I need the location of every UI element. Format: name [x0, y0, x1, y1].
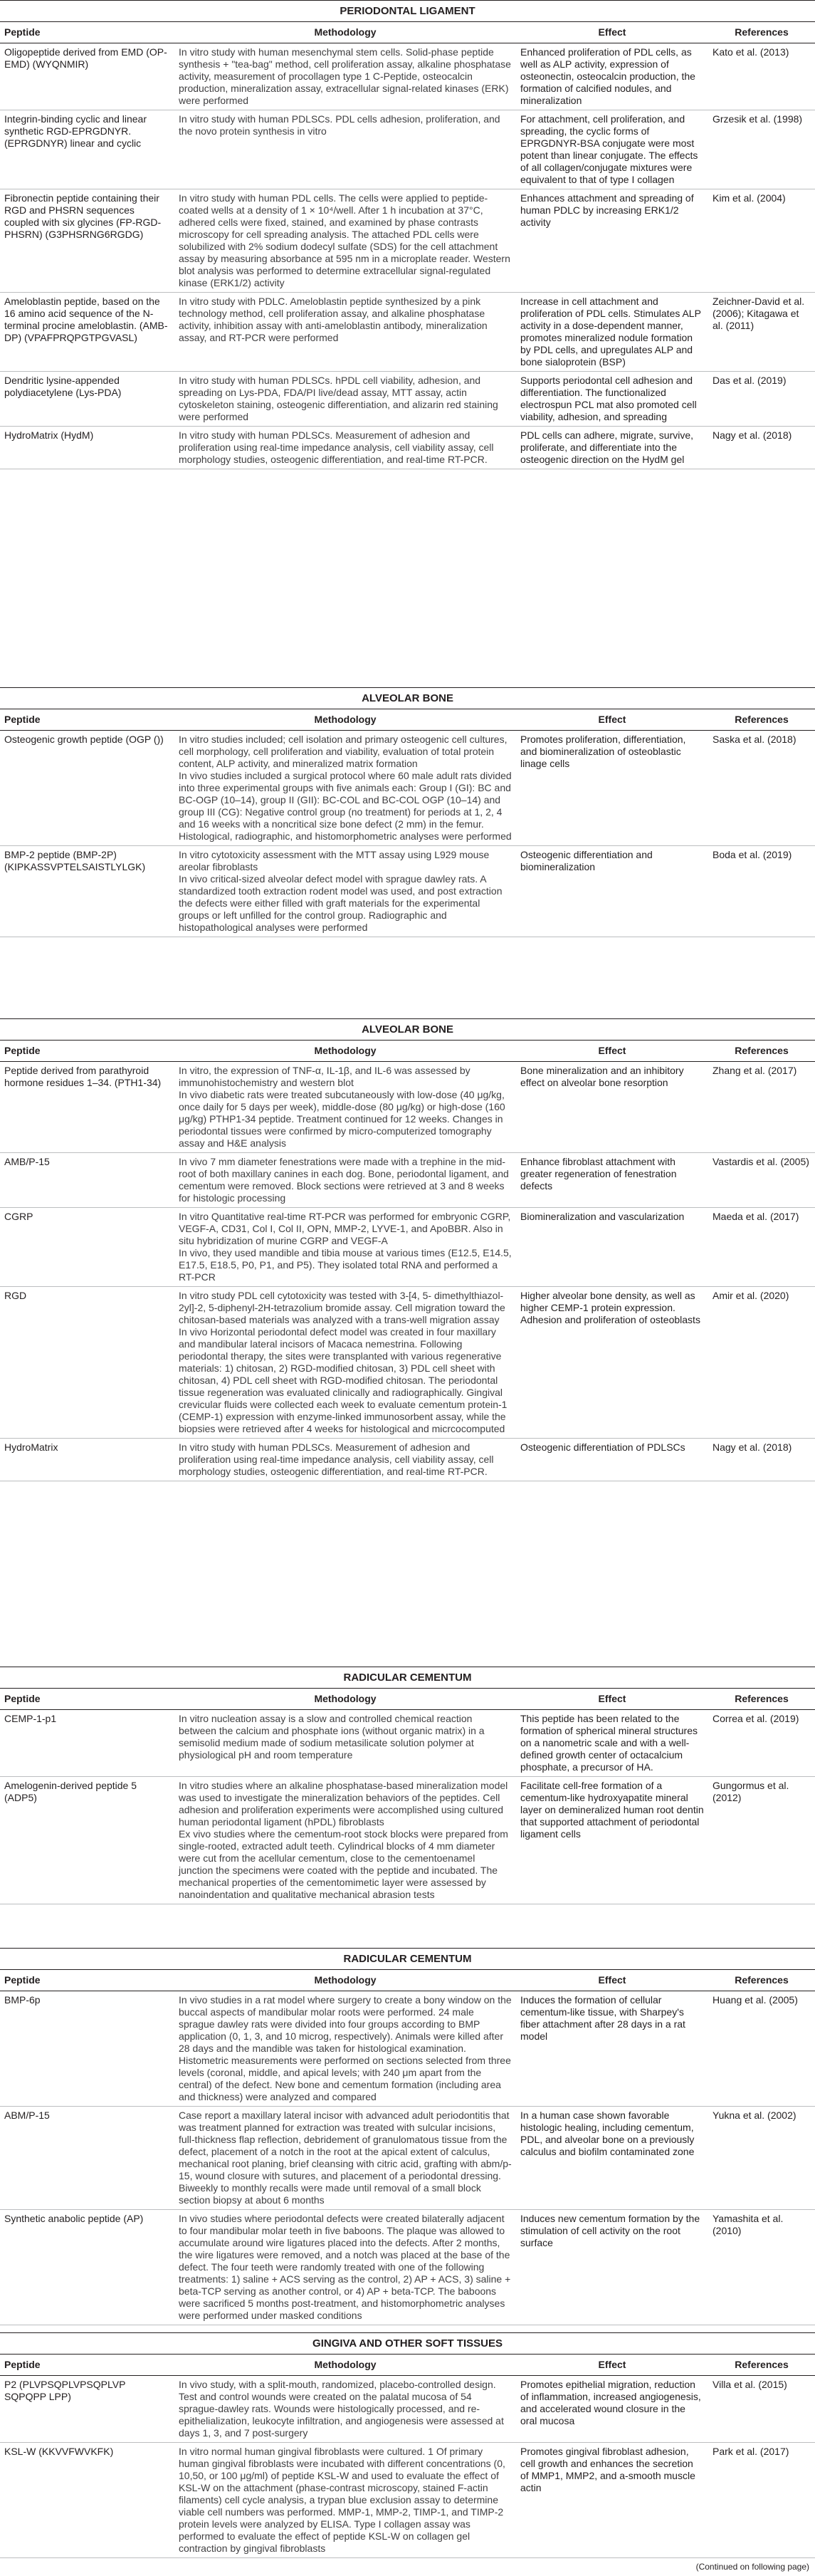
cell-reference: Nagy et al. (2018) [708, 427, 815, 469]
cell-methodology: In vivo studies where periodontal defects were created bilaterally adjacent to four mandibular molar teeth in five baboons. The plaque was allowed to accumulate around wire ligatures placed into the defects. After 2 months, the wire ligatures were removed, and a notch was placed at the base of the defect. The four teeth were randomly treated with one of the following treatments: 1) saline + ACS serving as the control, 2) AP + ACS, 3) saline + beta-TCP serving as another control, or 4) AP + beta-TCP. The baboons were sacrificed 5 months post-treatment, and histomorphometric analyses were performed under masked conditions [174, 2210, 516, 2325]
cell-reference: Correa et al. (2019) [708, 1710, 815, 1777]
table-row [0, 731, 815, 846]
section-title: ALVEOLAR BONE [0, 1019, 815, 1041]
header-peptide: Peptide [0, 2355, 174, 2376]
header-methodology: Methodology [174, 22, 516, 43]
cell-effect: Promotes gingival fibroblast adhesion, cell growth and enhances the secretion of MMP1, MMP2, and a-smooth muscle actin [516, 2443, 708, 2558]
cell-reference: Saska et al. (2018) [708, 731, 815, 846]
cell-peptide: HydroMatrix [0, 1439, 174, 1481]
table-gingiva-soft-tissues [0, 2332, 815, 2576]
cell-reference: Villa et al. (2015) [708, 2376, 815, 2443]
cell-methodology: In vitro cytotoxicity assessment with the MTT assay using L929 mouse areolar fibroblasts In vivo critical-sized alveolar defect model with sprague dawley rats. A standardized tooth extraction rodent model was used, and post extraction the defects were either filled with graft materials for the experimental groups or left unfilled for the control group. Radiographic and histopathological analyses were performed [174, 846, 516, 937]
table-row [0, 2376, 815, 2443]
cell-peptide: CGRP [0, 1208, 174, 1287]
table-row [0, 1208, 815, 1287]
cell-effect: Facilitate cell-free formation of a cementum-like hydroxyapatite mineral layer on demineralized human root dentin that supported attachment of periodontal ligament cells [516, 1777, 708, 1904]
cell-methodology: In vitro studies included; cell isolation and primary osteogenic cell cultures, cell morphology, cell proliferation and viability, evaluation of total protein content, ALP activity, and mineralized matrix formation In vivo studies included a surgical protocol where 60 male adult rats divided into three experimental groups with five animals each: Group I (GI): BC and BC-OGP (10–14), group II (GII): BC-COL and BC-COL OGP (10–14) and group III (CG): Negative control group (no treatment) for periods at 1, 2, 4 and 16 weeks with a noncritical size bone defect (2 mm) in the femur. Histological, radiographic, and histomorphometric analyses were performed [174, 731, 516, 846]
table-row [0, 1710, 815, 1777]
table-row [0, 43, 815, 110]
section-alveolar-bone-1 [0, 687, 815, 1018]
table-row [0, 1777, 815, 1904]
header-peptide: Peptide [0, 22, 174, 43]
cell-effect: Enhances attachment and spreading of human PDLC by increasing ERK1/2 activity [516, 189, 708, 293]
cell-effect: Promotes proliferation, differentiation, and biomineralization of osteoblastic linage cells [516, 731, 708, 846]
header-methodology: Methodology [174, 1970, 516, 1991]
cell-effect: Increase in cell attachment and proliferation of PDL cells. Stimulates ALP activity in a dose-dependent manner, promotes mineralized nodule formation by PDL cells, and upregulates ALP and bone sialoprotein (BSP) [516, 293, 708, 372]
header-peptide: Peptide [0, 1689, 174, 1710]
table-row [0, 1062, 815, 1153]
cell-effect: Osteogenic differentiation and biomineralization [516, 846, 708, 937]
cell-reference: Yukna et al. (2002) [708, 2107, 815, 2210]
header-methodology: Methodology [174, 1041, 516, 1062]
cell-reference: Maeda et al. (2017) [708, 1208, 815, 1287]
table-row [0, 1153, 815, 1208]
cell-methodology: In vitro nucleation assay is a slow and controlled chemical reaction between the calcium and phosphate ions (without organic matrix) in a semisolid medium made of sodium metasilicate solution polymer at physiological pH and room temperature [174, 1710, 516, 1777]
table-row [0, 2210, 815, 2325]
table-radicular-cementum-2 [0, 1948, 815, 2325]
cell-effect: Biomineralization and vascularization [516, 1208, 708, 1287]
cell-methodology: In vitro normal human gingival fibroblasts were cultured. 1 Of primary human gingival fibroblasts were incubated with different concentrations (0, 10,50, or 100 μg/ml) of peptide KSL-W and used to evaluate the effect of KSL-W on the attachment (phase-contrast microscopy, stained F-actin filaments) cell cycle analysis, a trypan blue exclusion assay to determine viable cell numbers was performed. MMP-1, MMP-2, TIMP-1, and TIMP-2 protein levels were analyzed by ELISA. Type I collagen assay was performed to evaluate the effect of peptide KSL-W on collagen gel contraction by gingival fibroblasts [174, 2443, 516, 2558]
cell-reference: Gungormus et al. (2012) [708, 1777, 815, 1904]
cell-effect: For attachment, cell proliferation, and spreading, the cyclic forms of EPRGDNYR-BSA conjugate were most potent than linear conjugate. The effects of all collagen/conjugate mixtures were equivalent to that of type I collagen [516, 110, 708, 189]
table-row [0, 2107, 815, 2210]
cell-effect: Enhanced proliferation of PDL cells, as well as ALP activity, expression of osteonectin, osteocalcin production, the formation of calcified nodules, and mineralization [516, 43, 708, 110]
header-methodology: Methodology [174, 709, 516, 731]
cell-peptide: Amelogenin-derived peptide 5 (ADP5) [0, 1777, 174, 1904]
cell-reference: Kato et al. (2013) [708, 43, 815, 110]
cell-effect: Promotes epithelial migration, reduction of inflammation, increased angiogenesis, and accelerated wound closure in the oral mucosa [516, 2376, 708, 2443]
section-periodontal-ligament [0, 0, 815, 687]
table-row [0, 1287, 815, 1439]
cell-methodology: In vivo study, with a split-mouth, randomized, placebo-controlled design. Test and control wounds were created on the palatal mucosa of 54 sprague-dawley rats. Wounds were histologically processed, and re-epithelialization, leukocyte infiltration, and angiogenesis were assessed at days 1, 3, and 7 post-surgery [174, 2376, 516, 2443]
cell-methodology: In vitro study with human PDLSCs. hPDL cell viability, adhesion, and spreading on Lys-PDA, FDA/PI live/dead assay, MTT assay, actin cytoskeleton staining, osteogenic differentiation, and alizarin red staining were performed [174, 372, 516, 427]
cell-methodology: In vitro, the expression of TNF-α, IL-1β, and IL-6 was assessed by immunohistochemistry and western blot In vivo diabetic rats were treated subcutaneously with low-dose (40 μg/kg, once daily for 5 days per week), middle-dose (80 μg/kg) or high-dose (160 μg/kg) PTHP1-34 peptide. Treatment continued for 12 weeks. Changes in periodontal tissues were confirmed by micro-computerized tomography assay and H&E analysis [174, 1062, 516, 1153]
cell-effect: Induces new cementum formation by the stimulation of cell activity on the root surface [516, 2210, 708, 2325]
cell-peptide: Ameloblastin peptide, based on the 16 amino acid sequence of the N-terminal procine ameloblastin. (AMB-DP) (VPAFPRQPGTPGVASL) [0, 293, 174, 372]
cell-peptide: Integrin-binding cyclic and linear synthetic RGD-EPRGDNYR. (EPRGDNYR) linear and cyclic [0, 110, 174, 189]
cell-methodology: In vitro studies where an alkaline phosphatase-based mineralization model was used to investigate the mineralization behaviors of the peptides. Cell adhesion and proliferation experiments were accomplished using cultured human periodontal ligament (hPDL) fibroblasts Ex vivo studies where the cementum-root stock blocks were prepared from single-rooted, extracted adult teeth. Cylindrical blocks of 4 mm diameter were cut from the acellular cementum, close to the cementoenamel junction the specimens were coated with the peptide and incubated. The mechanical properties of the cementomimetic layer were assessed by nanoindentation and qualitative mechanical abrasion tests [174, 1777, 516, 1904]
cell-peptide: RGD [0, 1287, 174, 1439]
cell-reference: Zhang et al. (2017) [708, 1062, 815, 1153]
cell-peptide: Synthetic anabolic peptide (AP) [0, 2210, 174, 2325]
cell-effect: In a human case shown favorable histologic healing, including cementum, PDL, and alveolar bone on a previously calculus and biofilm contaminated zone [516, 2107, 708, 2210]
cell-reference: Zeichner-David et al. (2006); Kitagawa et al. (2011) [708, 293, 815, 372]
header-references: References [708, 2355, 815, 2376]
cell-methodology: In vivo 7 mm diameter fenestrations were made with a trephine in the mid-root of both maxillary canines in each dog. Bone, periodontal ligament, and cementum were removed. Block sections were retrieved at 3 and 8 weeks for histologic processing [174, 1153, 516, 1208]
cell-methodology: In vitro study with PDLC. Ameloblastin peptide synthesized by a pink technology method, cell proliferation assay, and alkaline phosphatase activity, inhibition assay with anti-ameloblastin antibody, mineralization assay, and RT-PCR were performed [174, 293, 516, 372]
cell-reference: Park et al. (2017) [708, 2443, 815, 2558]
header-references: References [708, 1689, 815, 1710]
table-row [0, 1991, 815, 2107]
table-row [0, 1439, 815, 1481]
header-effect: Effect [516, 709, 708, 731]
cell-reference: Nagy et al. (2018) [708, 1439, 815, 1481]
section-alveolar-bone-2 [0, 1018, 815, 1667]
header-references: References [708, 1041, 815, 1062]
cell-methodology: In vitro study with human PDLSCs. Measurement of adhesion and proliferation using real-time impedance analysis, cell viability assay, cell morphology studies, osteogenic differentiation, and real-time RT-PCR. [174, 427, 516, 469]
section-title: PERIODONTAL LIGAMENT [0, 1, 815, 22]
header-effect: Effect [516, 22, 708, 43]
cell-methodology: In vitro study with human mesenchymal stem cells. Solid-phase peptide synthesis + "tea-bag" method, cell proliferation assay, alkaline phosphatase activity, measurement of procollagen type 1 C-Peptide, osteocalcin production, mineralization assay, extracellular signal-related kinases (ERK) were performed [174, 43, 516, 110]
cell-peptide: P2 (PLVPSQPLVPSQPLVP SQPQPP LPP) [0, 2376, 174, 2443]
cell-peptide: Dendritic lysine-appended polydiacetylene (Lys-PDA) [0, 372, 174, 427]
header-peptide: Peptide [0, 1970, 174, 1991]
cell-methodology: In vitro study with human PDL cells. The cells were applied to peptide-coated wells at a density of 1 × 10⁴/well. After 1 h incubation at 37°C, adhered cells were fixed, stained, and examined by phase contrasts microscopy for cell spreading analysis. The attached PDL cells were solubilized with 2% sodium dodecyl sulfate (SDS) for the cell attachment assay by measuring absorbance at 595 nm in a microplate reader. Western blot analysis was performed to determine extracellular signal-regulated kinase (ERK1/2) activity [174, 189, 516, 293]
section-title: RADICULAR CEMENTUM [0, 1667, 815, 1689]
header-references: References [708, 22, 815, 43]
cell-methodology: In vitro study with human PDLSCs. PDL cells adhesion, proliferation, and the novo protein synthesis in vitro [174, 110, 516, 189]
header-effect: Effect [516, 1041, 708, 1062]
cell-peptide: CEMP-1-p1 [0, 1710, 174, 1777]
table-row [0, 372, 815, 427]
cell-effect: Osteogenic differentiation of PDLSCs [516, 1439, 708, 1481]
table-row [0, 2443, 815, 2558]
cell-reference: Vastardis et al. (2005) [708, 1153, 815, 1208]
cell-methodology: In vitro study with human PDLSCs. Measurement of adhesion and proliferation using real-time impedance analysis, cell viability assay, cell morphology studies, osteogenic differentiation, and real-time RT-PCR. [174, 1439, 516, 1481]
cell-reference: Yamashita et al. (2010) [708, 2210, 815, 2325]
header-methodology: Methodology [174, 2355, 516, 2376]
section-radicular-cementum-2 [0, 1948, 815, 2332]
section-title: RADICULAR CEMENTUM [0, 1949, 815, 1970]
table-radicular-cementum-1 [0, 1667, 815, 1904]
cell-methodology: Case report a maxillary lateral incisor with advanced adult periodontitis that was treatment planned for extraction was treated with sulcular incisions, full-thickness flap reflection, debridement of granulomatous tissue from the defect, placement of a notch in the root at the apical extent of calculus, mechanical root planing, brief cleansing with citric acid, grafting with abm/p-15, wound closure with sutures, and placement of a periodontal dressing. Biweekly to monthly recalls were made until removal of a small block section biopsy at about 6 months [174, 2107, 516, 2210]
cell-peptide: Peptide derived from parathyroid hormone residues 1–34. (PTH1-34) [0, 1062, 174, 1153]
cell-peptide: BMP-2 peptide (BMP-2P) (KIPKASSVPTELSAISTLYLGK) [0, 846, 174, 937]
cell-reference: Boda et al. (2019) [708, 846, 815, 937]
cell-effect: Enhance fibroblast attachment with greater regeneration of fenestration defects [516, 1153, 708, 1208]
table-row [0, 189, 815, 293]
table-row [0, 293, 815, 372]
cell-reference: Amir et al. (2020) [708, 1287, 815, 1439]
cell-peptide: Osteogenic growth peptide (OGP ()) [0, 731, 174, 846]
header-peptide: Peptide [0, 1041, 174, 1062]
header-references: References [708, 1970, 815, 1991]
header-effect: Effect [516, 1970, 708, 1991]
cell-effect: Induces the formation of cellular cementum-like tissue, with Sharpey's fiber attachment after 28 days in a rat model [516, 1991, 708, 2107]
table-periodontal-ligament [0, 0, 815, 469]
cell-peptide: BMP-6p [0, 1991, 174, 2107]
section-title: GINGIVA AND OTHER SOFT TISSUES [0, 2333, 815, 2355]
section-gingiva-soft-tissues [0, 2332, 815, 2552]
table-row [0, 110, 815, 189]
cell-reference: Huang et al. (2005) [708, 1991, 815, 2107]
cell-reference: Grzesik et al. (1998) [708, 110, 815, 189]
header-references: References [708, 709, 815, 731]
header-effect: Effect [516, 2355, 708, 2376]
section-title: ALVEOLAR BONE [0, 688, 815, 709]
header-peptide: Peptide [0, 709, 174, 731]
cell-effect: Bone mineralization and an inhibitory effect on alveolar bone resorption [516, 1062, 708, 1153]
cell-peptide: AMB/P-15 [0, 1153, 174, 1208]
cell-methodology: In vitro study PDL cell cytotoxicity was tested with 3-[4, 5- dimethylthiazol-2yl]-2, 5-diphenyl-2H-tetrazolium bromide assay. Cell migration toward the chitosan-based materials was analyzed with a trans-well migration assay In vivo Horizontal periodontal defect model was created in four maxillary and mandibular lateral incisors of Macaca nemestrina. Following periodontal therapy, the sites were transplanted with various regenerative materials: 1) chitosan, 2) RGD-modified chitosan, 3) PDL cell sheet with chitosan, 4) PDL cell sheet with RGD-modified chitosan. The periodontal tissue regeneration was evaluated clinically and radiographically. Gingival crevicular fluids were collected each week to evaluate cementum protein-1 (CEMP-1) expression with enzyme-linked immunosorbent assay, while the biopsies were retrieved after 4 weeks for histological and micrcocomputed [174, 1287, 516, 1439]
header-effect: Effect [516, 1689, 708, 1710]
cell-reference: Kim et al. (2004) [708, 189, 815, 293]
cell-peptide: Fibronectin peptide containing their RGD and PHSRN sequences coupled with six glycines (FP-RGD-PHSRN) (G3PHSRNG6RGDG) [0, 189, 174, 293]
cell-effect: Higher alveolar bone density, as well as higher CEMP-1 protein expression. Adhesion and proliferation of osteoblasts [516, 1287, 708, 1439]
cell-methodology: In vivo studies in a rat model where surgery to create a bony window on the buccal aspects of mandibular molar roots were performed. 24 male sprague dawley rats were divided into four groups according to BMP application (0, 1, 3, and 10 microg, respectively). Animals were killed after 28 days and the mandible was taken for histological examination. Histometric measurements were performed on sections selected from three levels (coronal, middle, and apical levels; with 240 μm apart from the central) of the defect. New bone and cementum formation (including area and thickness) were analyzed and compared [174, 1991, 516, 2107]
cell-peptide: ABM/P-15 [0, 2107, 174, 2210]
cell-peptide: Oligopeptide derived from EMD (OP-EMD) (WYQNMIR) [0, 43, 174, 110]
cell-effect: Supports periodontal cell adhesion and differentiation. The functionalized electrospun PCL mat also promoted cell viability, adhesion, and spreading [516, 372, 708, 427]
cell-reference: Das et al. (2019) [708, 372, 815, 427]
section-radicular-cementum-1 [0, 1667, 815, 1948]
table-alveolar-bone-1 [0, 687, 815, 937]
cell-peptide: HydroMatrix (HydM) [0, 427, 174, 469]
continued-note: (Continued on following page) [0, 2558, 815, 2576]
cell-effect: PDL cells can adhere, migrate, survive, proliferate, and differentiate into the osteogenic direction on the HydM gel [516, 427, 708, 469]
cell-effect: This peptide has been related to the formation of spherical mineral structures on a nanometric scale and with a well-defined growth center of octacalcium phosphate, a precursor of HA. [516, 1710, 708, 1777]
table-row [0, 427, 815, 469]
header-methodology: Methodology [174, 1689, 516, 1710]
cell-peptide: KSL-W (KKVVFWVKFK) [0, 2443, 174, 2558]
table-alveolar-bone-2 [0, 1018, 815, 1481]
cell-methodology: In vitro Quantitative real-time RT-PCR was performed for embryonic CGRP, VEGF-A, CD31, Col I, Col II, OPN, MMP-2, LYVE-1, and ApoBBR. Also in situ hybridization of murine CGRP and VEGF-A In vivo, they used mandible and tibia mouse at various times (E12.5, E14.5, E17.5, E18.5, P0, P1, and P5). They isolated total RNA and performed a RT-PCR [174, 1208, 516, 1287]
table-row [0, 846, 815, 937]
